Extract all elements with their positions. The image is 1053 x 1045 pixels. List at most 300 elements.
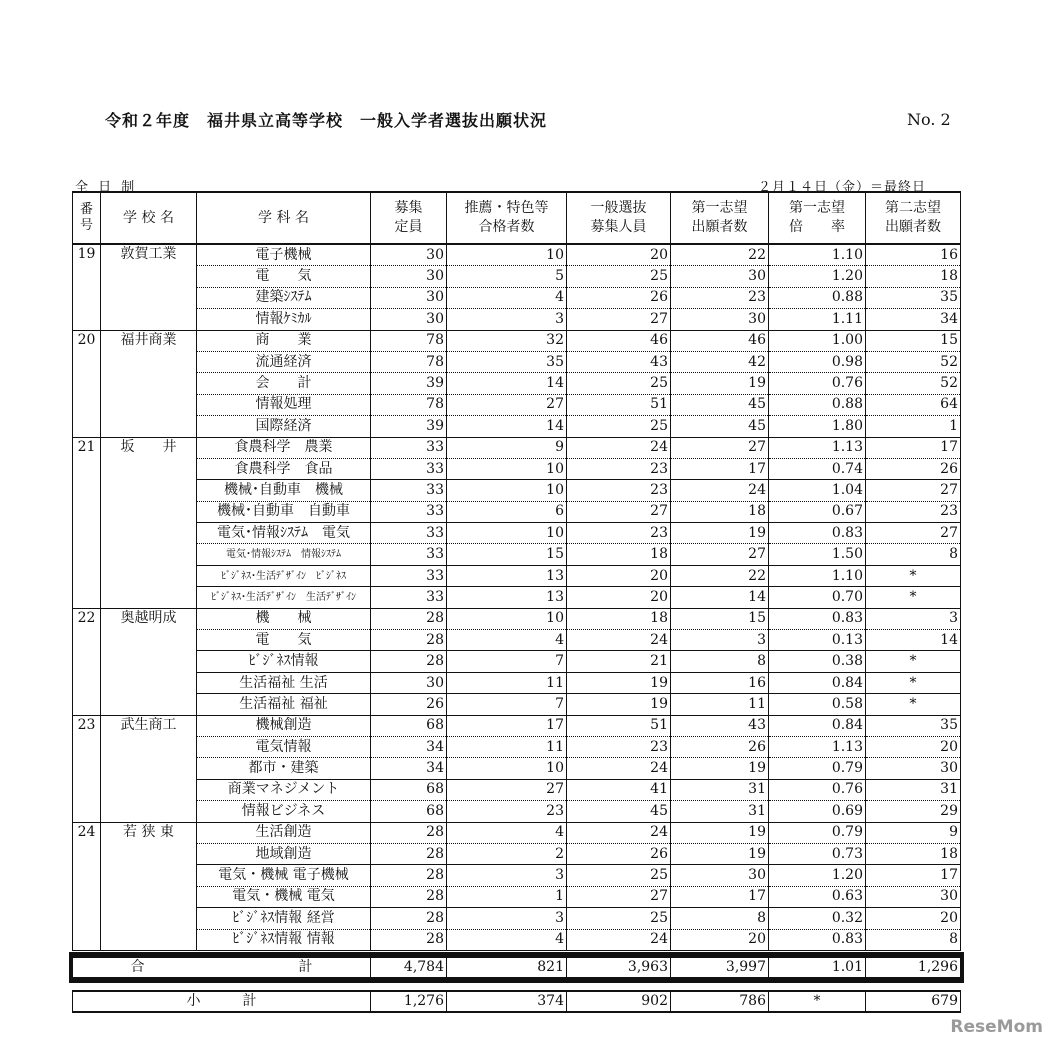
table-row <box>73 480 961 501</box>
department-name: 情報処理 <box>197 394 371 415</box>
table-row <box>73 287 961 308</box>
school-number: 20 <box>73 330 101 437</box>
school-number: 22 <box>73 608 101 715</box>
total-value: 3,963 <box>567 957 671 979</box>
capacity: 28 <box>371 608 447 629</box>
department-name: 情報ビジネス <box>197 801 371 822</box>
recommended-passed: 32 <box>447 330 567 351</box>
column-header: 第一志望 出願者数 <box>671 192 769 244</box>
department-name: 国際経済 <box>197 416 371 437</box>
capacity: 68 <box>371 715 447 736</box>
second-choice-applicants: 30 <box>866 886 961 907</box>
column-header: 番号 <box>73 192 101 244</box>
subtotal-label: 小 計 <box>73 991 371 1012</box>
second-choice-applicants: 27 <box>866 523 961 544</box>
table-row <box>73 351 961 372</box>
subtotal-value: * <box>769 991 866 1012</box>
capacity: 28 <box>371 822 447 843</box>
department-name: 流通経済 <box>197 351 371 372</box>
first-choice-ratio: 0.79 <box>769 822 866 843</box>
general-quota: 19 <box>567 672 671 693</box>
first-choice-ratio: 0.83 <box>769 608 866 629</box>
capacity: 28 <box>371 651 447 672</box>
general-quota: 25 <box>567 865 671 886</box>
recommended-passed: 27 <box>447 779 567 800</box>
department-name: ﾋﾞｼﾞﾈｽ情報 <box>197 651 371 672</box>
second-choice-applicants: 26 <box>866 458 961 479</box>
second-choice-applicants: 3 <box>866 608 961 629</box>
department-name: 地域創造 <box>197 843 371 864</box>
date-note: ２月１４日（金）＝最終日 <box>758 180 927 195</box>
table-row <box>73 843 961 864</box>
department-name: 生活創造 <box>197 822 371 843</box>
department-name: 電気･情報ｼｽﾃﾑ 情報ｼｽﾃﾑ <box>197 544 371 565</box>
general-quota: 23 <box>567 523 671 544</box>
department-name: 電気情報 <box>197 736 371 757</box>
table-row <box>73 309 961 330</box>
first-choice-applicants: 14 <box>671 587 769 608</box>
first-choice-applicants: 24 <box>671 480 769 501</box>
first-choice-ratio: 1.10 <box>769 244 866 266</box>
first-choice-applicants: 31 <box>671 801 769 822</box>
first-choice-applicants: 19 <box>671 822 769 843</box>
document-title: 令和２年度 福井県立高等学校 一般入学者選抜出願状況 <box>105 111 548 130</box>
table-row <box>73 801 961 822</box>
department-name: 会 計 <box>197 373 371 394</box>
subtotal-value: 679 <box>866 991 961 1012</box>
general-quota: 20 <box>567 587 671 608</box>
table-row <box>73 587 961 608</box>
table-row <box>73 779 961 800</box>
first-choice-ratio: 0.63 <box>769 886 866 907</box>
capacity: 33 <box>371 587 447 608</box>
first-choice-applicants: 22 <box>671 244 769 266</box>
total-value: 821 <box>447 957 567 979</box>
school-name: 坂 井 <box>101 437 197 608</box>
general-quota: 24 <box>567 822 671 843</box>
capacity: 33 <box>371 565 447 586</box>
department-name: 機 械 <box>197 608 371 629</box>
total-value: 1.01 <box>769 957 866 979</box>
first-choice-applicants: 43 <box>671 715 769 736</box>
recommended-passed: 17 <box>447 715 567 736</box>
grand-total-row <box>73 957 961 979</box>
table-row <box>73 822 961 843</box>
school-name: 敦賀工業 <box>101 244 197 330</box>
recommended-passed: 2 <box>447 843 567 864</box>
general-quota: 26 <box>567 843 671 864</box>
capacity: 28 <box>371 843 447 864</box>
column-header: 学 校 名 <box>101 192 197 244</box>
recommended-passed: 3 <box>447 908 567 929</box>
first-choice-applicants: 19 <box>671 758 769 779</box>
second-choice-applicants: 29 <box>866 801 961 822</box>
general-quota: 18 <box>567 544 671 565</box>
capacity: 68 <box>371 779 447 800</box>
general-quota: 23 <box>567 736 671 757</box>
capacity: 33 <box>371 523 447 544</box>
subtotal-value: 1,276 <box>371 991 447 1012</box>
general-quota: 51 <box>567 715 671 736</box>
recommended-passed: 1 <box>447 886 567 907</box>
general-quota: 20 <box>567 244 671 266</box>
recommended-passed: 10 <box>447 480 567 501</box>
first-choice-applicants: 8 <box>671 651 769 672</box>
department-name: 生活福祉 福祉 <box>197 694 371 715</box>
table-row <box>73 630 961 651</box>
first-choice-applicants: 31 <box>671 779 769 800</box>
general-quota: 46 <box>567 330 671 351</box>
first-choice-ratio: 0.67 <box>769 501 866 522</box>
recommended-passed: 14 <box>447 373 567 394</box>
department-name: 電 気 <box>197 630 371 651</box>
total-value: 1,296 <box>866 957 961 979</box>
department-name: 商 業 <box>197 330 371 351</box>
first-choice-applicants: 27 <box>671 437 769 458</box>
capacity: 33 <box>371 501 447 522</box>
table-row <box>73 672 961 693</box>
table-row <box>73 886 961 907</box>
first-choice-ratio: 1.13 <box>769 736 866 757</box>
recommended-passed: 4 <box>447 287 567 308</box>
general-quota: 25 <box>567 266 671 287</box>
department-name: ﾋﾞｼﾞﾈｽ･生活ﾃﾞｻﾞｲﾝ 生活ﾃﾞｻﾞｲﾝ <box>197 587 371 608</box>
recommended-passed: 10 <box>447 758 567 779</box>
capacity: 68 <box>371 801 447 822</box>
school-name: 若 狭 東 <box>101 822 197 950</box>
recommended-passed: 10 <box>447 458 567 479</box>
first-choice-ratio: 0.88 <box>769 287 866 308</box>
recommended-passed: 5 <box>447 266 567 287</box>
second-choice-applicants: 18 <box>866 843 961 864</box>
department-name: 機械･自動車 機械 <box>197 480 371 501</box>
first-choice-applicants: 8 <box>671 908 769 929</box>
second-choice-applicants: 35 <box>866 287 961 308</box>
capacity: 28 <box>371 886 447 907</box>
first-choice-applicants: 22 <box>671 565 769 586</box>
department-name: ﾋﾞｼﾞﾈｽ情報 情報 <box>197 929 371 950</box>
capacity: 78 <box>371 351 447 372</box>
general-quota: 25 <box>567 908 671 929</box>
capacity: 28 <box>371 865 447 886</box>
department-name: 電気・機械 電子機械 <box>197 865 371 886</box>
recommended-passed: 23 <box>447 801 567 822</box>
school-number: 19 <box>73 244 101 330</box>
subtotal-table <box>72 990 961 1013</box>
department-name: 機械･自動車 自動車 <box>197 501 371 522</box>
general-quota: 27 <box>567 501 671 522</box>
first-choice-ratio: 1.20 <box>769 266 866 287</box>
table-row <box>73 865 961 886</box>
general-quota: 43 <box>567 351 671 372</box>
first-choice-ratio: 0.69 <box>769 801 866 822</box>
department-name: ﾋﾞｼﾞﾈｽ･生活ﾃﾞｻﾞｲﾝ ﾋﾞｼﾞﾈｽ <box>197 565 371 586</box>
school-name: 武生商工 <box>101 715 197 822</box>
department-name: 建築ｼｽﾃﾑ <box>197 287 371 308</box>
general-quota: 24 <box>567 929 671 950</box>
recommended-passed: 6 <box>447 501 567 522</box>
recommended-passed: 4 <box>447 822 567 843</box>
recommended-passed: 35 <box>447 351 567 372</box>
general-quota: 24 <box>567 630 671 651</box>
capacity: 30 <box>371 266 447 287</box>
first-choice-ratio: 0.79 <box>769 758 866 779</box>
first-choice-applicants: 18 <box>671 501 769 522</box>
general-quota: 24 <box>567 437 671 458</box>
capacity: 33 <box>371 480 447 501</box>
capacity: 28 <box>371 630 447 651</box>
table-row <box>73 244 961 266</box>
first-choice-applicants: 30 <box>671 266 769 287</box>
capacity: 30 <box>371 309 447 330</box>
recommended-passed: 27 <box>447 394 567 415</box>
table-row <box>73 416 961 437</box>
first-choice-applicants: 17 <box>671 886 769 907</box>
second-choice-applicants: 16 <box>866 244 961 266</box>
capacity: 28 <box>371 908 447 929</box>
second-choice-applicants: 8 <box>866 929 961 950</box>
general-quota: 23 <box>567 480 671 501</box>
first-choice-ratio: 0.76 <box>769 779 866 800</box>
general-quota: 25 <box>567 416 671 437</box>
general-quota: 18 <box>567 608 671 629</box>
recommended-passed: 11 <box>447 672 567 693</box>
second-choice-applicants: 31 <box>866 779 961 800</box>
department-name: 機械創造 <box>197 715 371 736</box>
second-choice-applicants: 9 <box>866 822 961 843</box>
total-value: 4,784 <box>371 957 447 979</box>
first-choice-applicants: 17 <box>671 458 769 479</box>
table-row <box>73 651 961 672</box>
recommended-passed: 10 <box>447 608 567 629</box>
second-choice-applicants: * <box>866 565 961 586</box>
column-header: 募集 定員 <box>371 192 447 244</box>
first-choice-applicants: 27 <box>671 544 769 565</box>
general-quota: 26 <box>567 287 671 308</box>
subtotal-value: 374 <box>447 991 567 1012</box>
general-quota: 45 <box>567 801 671 822</box>
table-row <box>73 758 961 779</box>
resemom-watermark: ReseMom <box>950 1017 1043 1037</box>
recommended-passed: 3 <box>447 309 567 330</box>
department-name: 都市・建築 <box>197 758 371 779</box>
table-row <box>73 437 961 458</box>
second-choice-applicants: 15 <box>866 330 961 351</box>
general-quota: 51 <box>567 394 671 415</box>
second-choice-applicants: 8 <box>866 544 961 565</box>
first-choice-ratio: 0.83 <box>769 929 866 950</box>
recommended-passed: 4 <box>447 630 567 651</box>
second-choice-applicants: * <box>866 672 961 693</box>
second-choice-applicants: 27 <box>866 480 961 501</box>
general-quota: 19 <box>567 694 671 715</box>
recommended-passed: 9 <box>447 437 567 458</box>
department-name: 食農科学 農業 <box>197 437 371 458</box>
table-row <box>73 736 961 757</box>
general-quota: 21 <box>567 651 671 672</box>
capacity: 28 <box>371 929 447 950</box>
first-choice-ratio: 1.00 <box>769 330 866 351</box>
column-header: 第一志望 倍 率 <box>769 192 866 244</box>
first-choice-ratio: 0.84 <box>769 672 866 693</box>
first-choice-ratio: 0.38 <box>769 651 866 672</box>
second-choice-applicants: 17 <box>866 437 961 458</box>
application-table <box>72 191 961 951</box>
first-choice-ratio: 0.13 <box>769 630 866 651</box>
first-choice-ratio: 0.58 <box>769 694 866 715</box>
first-choice-ratio: 0.83 <box>769 523 866 544</box>
school-number: 23 <box>73 715 101 822</box>
recommended-passed: 13 <box>447 565 567 586</box>
first-choice-ratio: 1.11 <box>769 309 866 330</box>
second-choice-applicants: 1 <box>866 416 961 437</box>
first-choice-ratio: 0.76 <box>769 373 866 394</box>
first-choice-applicants: 15 <box>671 608 769 629</box>
table-row <box>73 929 961 950</box>
recommended-passed: 14 <box>447 416 567 437</box>
first-choice-applicants: 11 <box>671 694 769 715</box>
second-choice-applicants: 52 <box>866 351 961 372</box>
table-row <box>73 715 961 736</box>
recommended-passed: 7 <box>447 651 567 672</box>
capacity: 78 <box>371 330 447 351</box>
first-choice-applicants: 19 <box>671 523 769 544</box>
column-header: 推薦・特色等 合格者数 <box>447 192 567 244</box>
recommended-passed: 10 <box>447 244 567 266</box>
general-quota: 25 <box>567 373 671 394</box>
capacity: 33 <box>371 458 447 479</box>
first-choice-ratio: 0.84 <box>769 715 866 736</box>
second-choice-applicants: 30 <box>866 758 961 779</box>
recommended-passed: 3 <box>447 865 567 886</box>
second-choice-applicants: 64 <box>866 394 961 415</box>
department-name: 電気･情報ｼｽﾃﾑ 電気 <box>197 523 371 544</box>
recommended-passed: 15 <box>447 544 567 565</box>
second-choice-applicants: 23 <box>866 501 961 522</box>
first-choice-applicants: 30 <box>671 309 769 330</box>
first-choice-ratio: 0.32 <box>769 908 866 929</box>
table-row <box>73 694 961 715</box>
recommended-passed: 4 <box>447 929 567 950</box>
course-type: 全 日 制 <box>75 180 138 195</box>
first-choice-applicants: 45 <box>671 394 769 415</box>
table-row <box>73 908 961 929</box>
school-name: 福井商業 <box>101 330 197 437</box>
first-choice-ratio: 1.13 <box>769 437 866 458</box>
capacity: 33 <box>371 544 447 565</box>
capacity: 30 <box>371 672 447 693</box>
general-quota: 24 <box>567 758 671 779</box>
subtotal-value: 902 <box>567 991 671 1012</box>
first-choice-ratio: 1.10 <box>769 565 866 586</box>
subtotal-value: 786 <box>671 991 769 1012</box>
second-choice-applicants: 17 <box>866 865 961 886</box>
first-choice-applicants: 19 <box>671 843 769 864</box>
recommended-passed: 7 <box>447 694 567 715</box>
first-choice-applicants: 45 <box>671 416 769 437</box>
first-choice-ratio: 0.98 <box>769 351 866 372</box>
first-choice-ratio: 1.20 <box>769 865 866 886</box>
second-choice-applicants: * <box>866 651 961 672</box>
first-choice-ratio: 0.88 <box>769 394 866 415</box>
recommended-passed: 13 <box>447 587 567 608</box>
first-choice-applicants: 23 <box>671 287 769 308</box>
department-name: 商業マネジメント <box>197 779 371 800</box>
column-header: 第二志望 出願者数 <box>866 192 961 244</box>
capacity: 26 <box>371 694 447 715</box>
table-row <box>73 330 961 351</box>
subtotal-row <box>73 991 961 1012</box>
first-choice-applicants: 3 <box>671 630 769 651</box>
department-name: 情報ｹﾐｶﾙ <box>197 309 371 330</box>
first-choice-ratio: 0.73 <box>769 843 866 864</box>
first-choice-applicants: 30 <box>671 865 769 886</box>
first-choice-ratio: 1.04 <box>769 480 866 501</box>
second-choice-applicants: 35 <box>866 715 961 736</box>
department-name: 食農科学 食品 <box>197 458 371 479</box>
capacity: 30 <box>371 287 447 308</box>
second-choice-applicants: 20 <box>866 908 961 929</box>
second-choice-applicants: * <box>866 587 961 608</box>
capacity: 39 <box>371 416 447 437</box>
table-row <box>73 373 961 394</box>
table-header <box>73 192 961 244</box>
capacity: 78 <box>371 394 447 415</box>
school-name: 奥越明成 <box>101 608 197 715</box>
department-name: 生活福祉 生活 <box>197 672 371 693</box>
first-choice-applicants: 42 <box>671 351 769 372</box>
total-label: 合 計 <box>73 957 371 979</box>
general-quota: 20 <box>567 565 671 586</box>
capacity: 39 <box>371 373 447 394</box>
school-number: 24 <box>73 822 101 950</box>
capacity: 34 <box>371 758 447 779</box>
recommended-passed: 11 <box>447 736 567 757</box>
general-quota: 27 <box>567 886 671 907</box>
capacity: 30 <box>371 244 447 266</box>
second-choice-applicants: 34 <box>866 309 961 330</box>
table-row <box>73 394 961 415</box>
first-choice-applicants: 19 <box>671 373 769 394</box>
general-quota: 23 <box>567 458 671 479</box>
table-row <box>73 523 961 544</box>
department-name: 電 気 <box>197 266 371 287</box>
second-choice-applicants: 20 <box>866 736 961 757</box>
table-row <box>73 266 961 287</box>
second-choice-applicants: 52 <box>866 373 961 394</box>
general-quota: 27 <box>567 309 671 330</box>
department-name: 電子機械 <box>197 244 371 266</box>
first-choice-applicants: 46 <box>671 330 769 351</box>
first-choice-ratio: 0.74 <box>769 458 866 479</box>
column-header: 一般選抜 募集人員 <box>567 192 671 244</box>
second-choice-applicants: 18 <box>866 266 961 287</box>
table-row <box>73 501 961 522</box>
school-number: 21 <box>73 437 101 608</box>
page-number: No. 2 <box>907 110 951 129</box>
first-choice-applicants: 16 <box>671 672 769 693</box>
first-choice-applicants: 20 <box>671 929 769 950</box>
table-row <box>73 608 961 629</box>
second-choice-applicants: 14 <box>866 630 961 651</box>
table-row <box>73 565 961 586</box>
second-choice-applicants: * <box>866 694 961 715</box>
first-choice-ratio: 1.80 <box>769 416 866 437</box>
table-row <box>73 458 961 479</box>
recommended-passed: 10 <box>447 523 567 544</box>
grand-total-table <box>72 955 961 980</box>
capacity: 33 <box>371 437 447 458</box>
